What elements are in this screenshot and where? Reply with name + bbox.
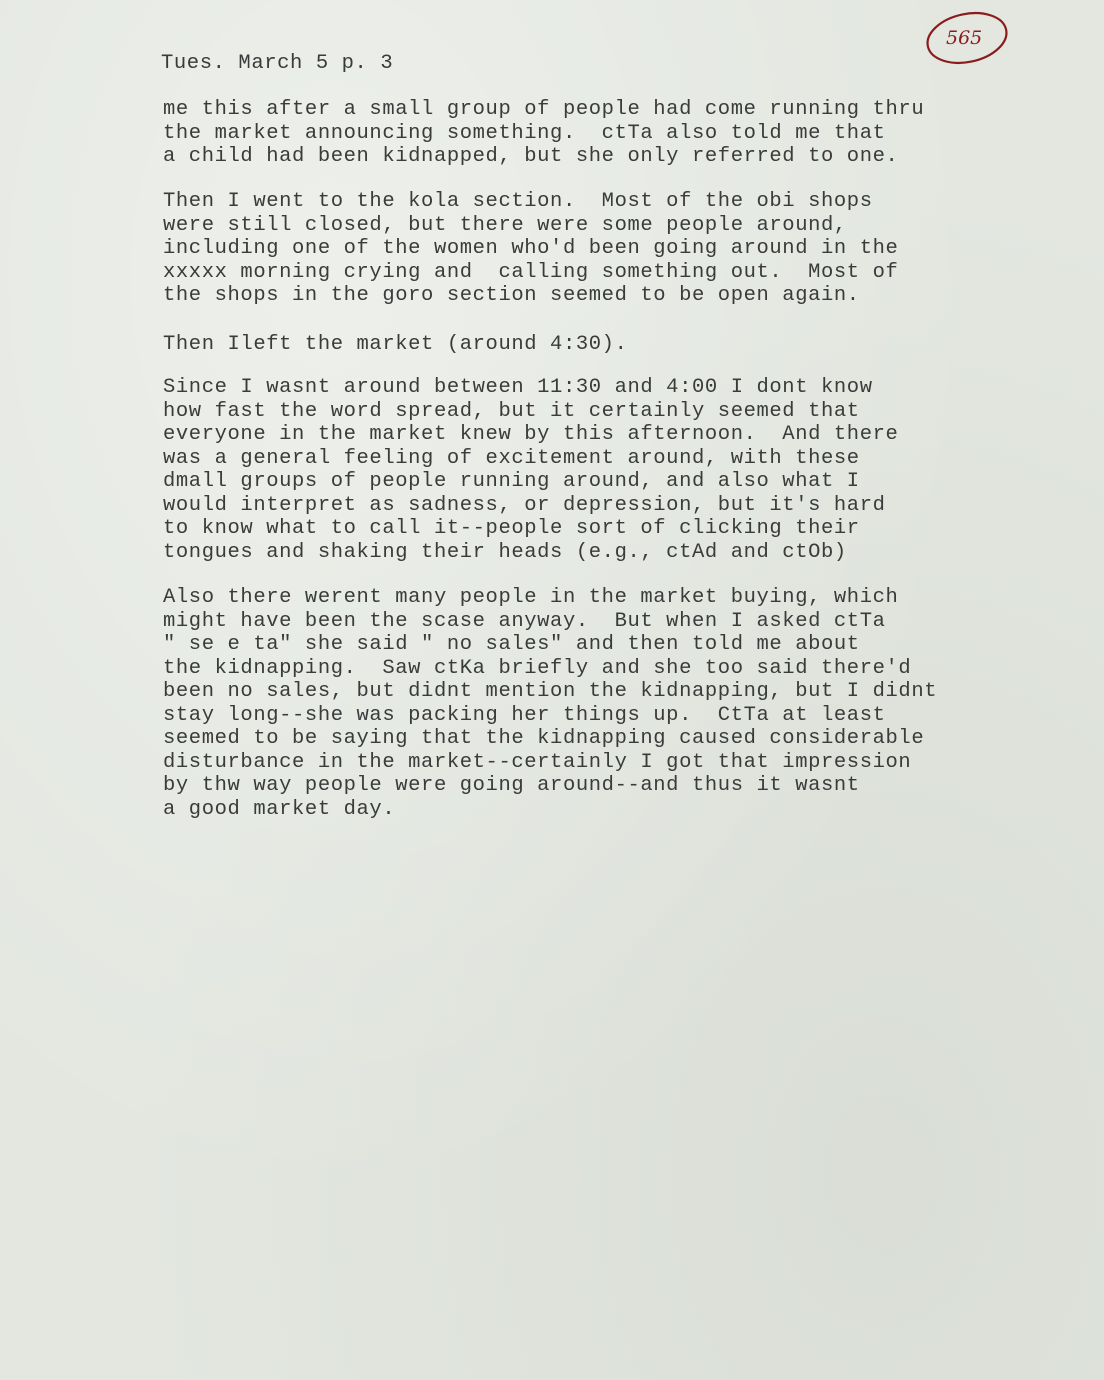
text-line: Since I wasnt around between 11:30 and 4:00 I dont know [163,376,873,399]
text-line: was a general feeling of excitement around, with these [163,446,860,470]
text-line: dmall groups of people running around, and also what I [163,470,860,493]
text-line: been no sales, but didnt mention the kidnapping, but I didnt [163,680,938,703]
text-line: were still closed, but there were some people around, [163,213,847,237]
text-line: tongues and shaking their heads (e.g., ctAd and ctOb) [163,540,847,564]
text-line: Then I went to the kola section. Most of the obi shops [163,190,873,213]
text-line: the market announcing something. ctTa also told me that [163,121,886,145]
text-line: by thw way people were going around--and thus it wasnt [163,774,860,797]
text-line: a good market day. [163,797,396,821]
text-line: the kidnapping. Saw ctKa briefly and she too said there'd [163,656,912,680]
text-line: the shops in the goro section seemed to be open again. [163,284,860,307]
text-line: xxxxx morning crying and calling something out. Most of [163,260,899,284]
text-line: me this after a small group of people had come running thru [163,98,925,121]
text-line: Then Ileft the market (around 4:30). [163,333,628,356]
text-line: to know what to call it--people sort of clicking their [163,517,860,540]
text-line: might have been the scase anyway. But when I asked ctTa [163,609,886,633]
paragraph-4 [163,376,898,564]
text-line: seemed to be saying that the kidnapping caused considerable [163,727,925,750]
paragraph-5 [163,586,937,821]
paragraph-1 [163,98,924,169]
page-number-stamp-text: 565 [946,27,983,49]
text-line: how fast the word spread, but it certainly seemed that [163,399,860,423]
text-line: disturbance in the market--certainly I got that impression [163,750,912,774]
text-line: Also there werent many people in the market buying, which [163,586,899,609]
text-line: everyone in the market knew by this afternoon. And there [163,423,899,446]
text-line: " se e ta" she said " no sales" and then told me about [163,633,860,656]
paragraph-2 [163,190,898,308]
paragraph-3 [163,333,627,357]
text-line: a child had been kidnapped, but she only referred to one. [163,145,899,168]
page-header: Tues. March 5 p. 3 [161,52,394,75]
text-line: stay long--she was packing her things up. CtTa at least [163,703,886,727]
text-line: including one of the women who'd been going around in the [163,237,899,260]
text-line: would interpret as sadness, or depression, but it's hard [163,493,886,517]
handwritten-page-number-stamp [924,8,1010,68]
